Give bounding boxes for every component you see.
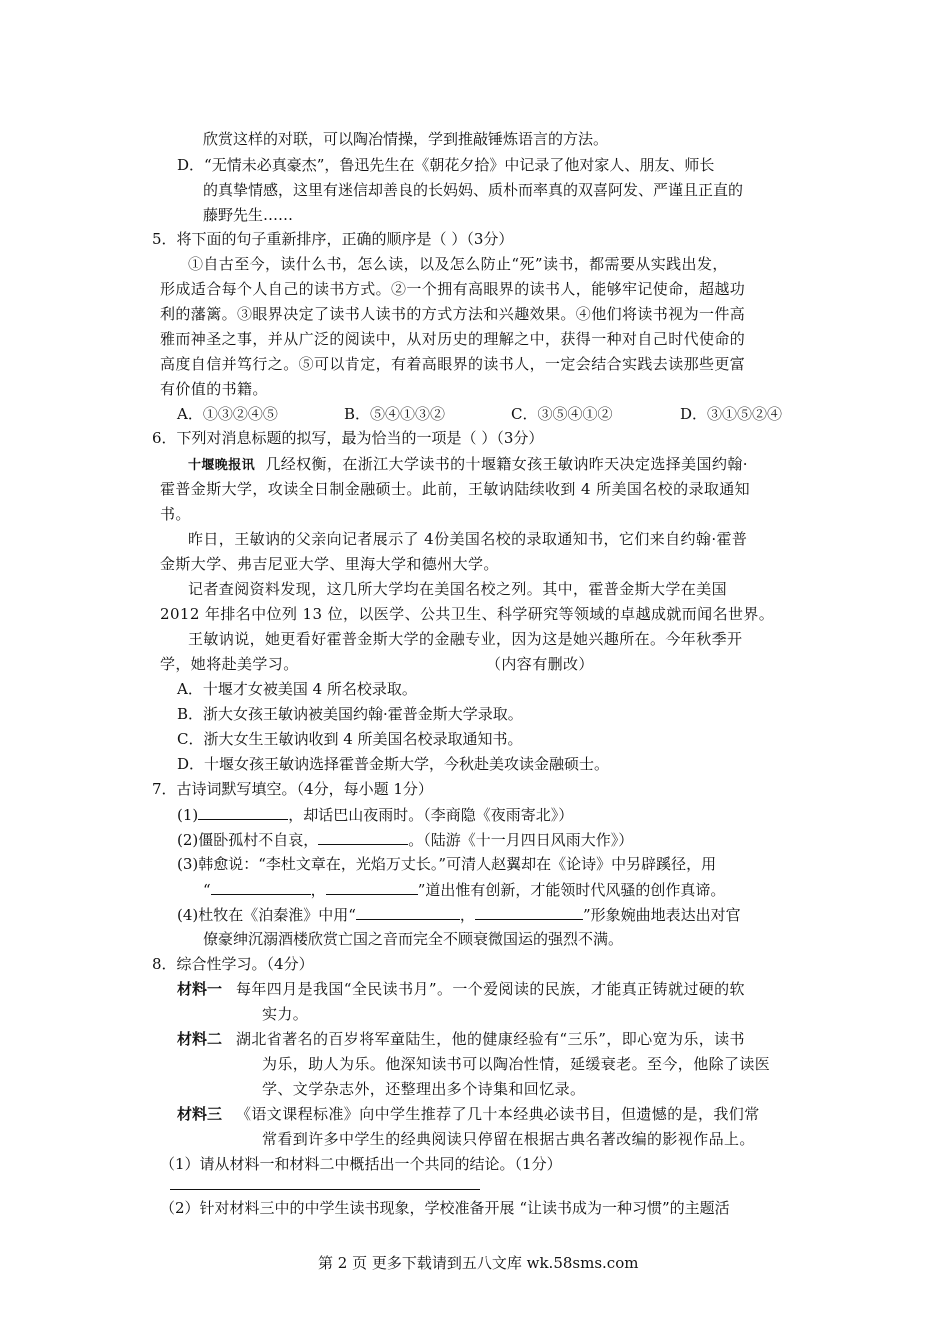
q7-s3-text-end: ”道出惟有创新，才能领时代风骚的创作真谛。 [417, 881, 726, 899]
q8-material-1-text: 每年四月是我国“全民读书月”。一个爱阅读的民族，才能真正铸就过硬的软 [236, 980, 745, 998]
q7-s3-blank-1[interactable] [211, 880, 311, 895]
q7-s2-source: 。（陆游《十一月四日风雨大作》） [408, 831, 634, 849]
q6-news-text: 几经权衡，在浙江大学读书的十堰籍女孩王敏讷昨天决定选择美国约翰· [265, 455, 748, 473]
q8-material-3-text: 《语文课程标准》向中学生推荐了几十本经典必读书目，但遗憾的是，我们常 [236, 1105, 760, 1123]
q8-material-2-text: 学、文学杂志外，还整理出多个诗集和回忆录。 [262, 1080, 586, 1098]
q6-stem: 6．下列对消息标题的拟写，最为恰当的一项是（ ）（3分） [152, 429, 544, 447]
q7-s4-text-line2: 僚豪绅沉溺酒楼欣赏亡国之音而完全不顾衰微国运的强烈不满。 [203, 930, 624, 948]
q7-stem: 7．古诗词默写填空。（4分，每小题 1分） [152, 780, 433, 798]
q6-news-text: 记者查阅资料发现，这几所大学均在美国名校之列。其中，霍普金斯大学在美国 [188, 580, 728, 598]
q8-answer-line[interactable] [170, 1189, 480, 1190]
q7-s3-comma: ， [310, 881, 326, 899]
q5-stem: 5．将下面的句子重新排序，正确的顺序是（ ）（3分） [152, 230, 514, 248]
q7-s3-blank-2[interactable] [326, 880, 418, 895]
q6-note: （内容有删改） [486, 655, 594, 673]
q4-option-d-line2: 的真挚情感，这里有迷信却善良的长妈妈、质朴而率真的双喜阿发、严谨且正直的 [203, 181, 744, 199]
q4-c-continuation: 欣赏这样的对联，可以陶冶情操，学到推敲锤炼语言的方法。 [203, 130, 609, 148]
q8-material-1-text: 实力。 [262, 1005, 309, 1023]
q7-s4-text: (4)杜牧在《泊秦淮》中用“ [177, 906, 356, 924]
q8-stem: 8．综合性学习。（4分） [152, 955, 314, 973]
q8-sub-question-2: （2）针对材料三中的中学生读书现象，学校准备开展 “让读书成为一种习惯”的主题活 [160, 1199, 730, 1217]
q6-news-text: 金斯大学、弗吉尼亚大学、里海大学和德州大学。 [160, 555, 499, 573]
q5-text-line: 有价值的书籍。 [160, 380, 268, 398]
q5-option-d: D．③①⑤②④ [680, 405, 783, 423]
q7-s3-text: (3)韩愈说：“李杜文章在，光焰万丈长。”可清人赵翼却在《论诗》中另辟蹊径，用 [177, 855, 717, 873]
q5-text-line: 形成适合每个人自己的读书方式。②一个拥有高眼界的读书人，能够牢记使命，超越功 [160, 280, 746, 298]
q6-source-label: 十堰晚报讯 [188, 458, 256, 473]
q5-text-line: 高度自信并笃行之。⑤可以肯定，有着高眼界的读书人，一定会结合实践去读那些更富 [160, 355, 746, 373]
q4-option-d-line1: D．“无情未必真豪杰”，鲁迅先生在《朝花夕拾》中记录了他对家人、朋友、师长 [177, 156, 715, 174]
q8-material-2-text: 为乐，助人为乐。他深知读书可以陶冶性情，延缓衰老。至今，他除了读医 [262, 1055, 771, 1073]
q5-option-c: C．③⑤④①② [511, 405, 613, 423]
q7-s1-number: (1) [177, 806, 199, 824]
page-footer: 第 2 页 更多下载请到五八文库 wk.58sms.com [318, 1254, 639, 1272]
q8-material-2-label: 材料二 [177, 1030, 223, 1048]
q6-news-text: 书。 [160, 505, 191, 523]
q6-news-text: 霍普金斯大学，攻读全日制金融硕士。此前，王敏讷陆续收到 4 所美国名校的录取通知 [160, 480, 751, 498]
q5-text-line: ①自古至今，读什么书，怎么读，以及怎么防止“死”读书，都需要从实践出发， [188, 255, 728, 273]
q6-option-b: B．浙大女孩王敏讷被美国约翰·霍普金斯大学录取。 [177, 705, 523, 723]
q7-s2-blank[interactable] [318, 830, 408, 845]
q7-s4-blank-2[interactable] [475, 905, 583, 920]
q7-s1-blank[interactable] [198, 805, 288, 820]
q6-news-text: 王敏讷说，她更看好霍普金斯大学的金融专业，因为这是她兴趣所在。今年秋季开 [188, 630, 743, 648]
q7-s4-blank-1[interactable] [356, 905, 460, 920]
q7-s4-comma: ， [459, 906, 475, 924]
q5-option-b: B．⑤④①③② [344, 405, 446, 423]
q5-text-line: 利的藩篱。③眼界决定了读书人读书的方式方法和兴趣效果。④他们将读书视为一件高 [160, 305, 746, 323]
q7-s2-text: (2)僵卧孤村不自哀， [177, 831, 319, 849]
q6-news-text: 2012 年排名中位列 13 位，以医学、公共卫生、科学研究等领域的卓越成就而闻名世界。 [160, 605, 775, 623]
q8-material-3-text: 常看到许多中学生的经典阅读只停留在根据古典名著改编的影视作品上。 [262, 1130, 755, 1148]
q6-option-c: C．浙大女生王敏讷收到 4 所美国名校录取通知书。 [177, 730, 523, 748]
q7-s1-text: ，却话巴山夜雨时。（李商隐《夜雨寄北》） [288, 806, 574, 824]
q6-option-d: D．十堰女孩王敏讷选择霍普金斯大学，今秋赴美攻读金融硕士。 [177, 755, 610, 773]
q8-material-1-label: 材料一 [177, 980, 223, 998]
q7-s3-open-quote: “ [203, 881, 211, 899]
q8-sub-question-1: （1）请从材料一和材料二中概括出一个共同的结论。（1分） [160, 1155, 562, 1173]
q5-option-a: A．①③②④⑤ [177, 405, 278, 423]
q8-material-3-label: 材料三 [177, 1105, 223, 1123]
q4-option-d-line3: 藤野先生…… [203, 206, 294, 224]
q6-news-text: 学，她将赴美学习。 [160, 655, 299, 673]
q5-text-line: 雅而神圣之事，并从广泛的阅读中，从对历史的理解之中，获得一种对自己时代使命的 [160, 330, 746, 348]
q8-material-2-text: 湖北省著名的百岁将军童陆生，他的健康经验有“三乐”，即心宽为乐，读书 [236, 1030, 745, 1048]
q7-s4-text-end: ”形象婉曲地表达出对官 [582, 906, 741, 924]
q6-option-a: A．十堰才女被美国 4 所名校录取。 [177, 680, 417, 698]
q6-news-text: 昨日，王敏讷的父亲向记者展示了 4份美国名校的录取通知书，它们来自约翰·霍普 [188, 530, 748, 548]
